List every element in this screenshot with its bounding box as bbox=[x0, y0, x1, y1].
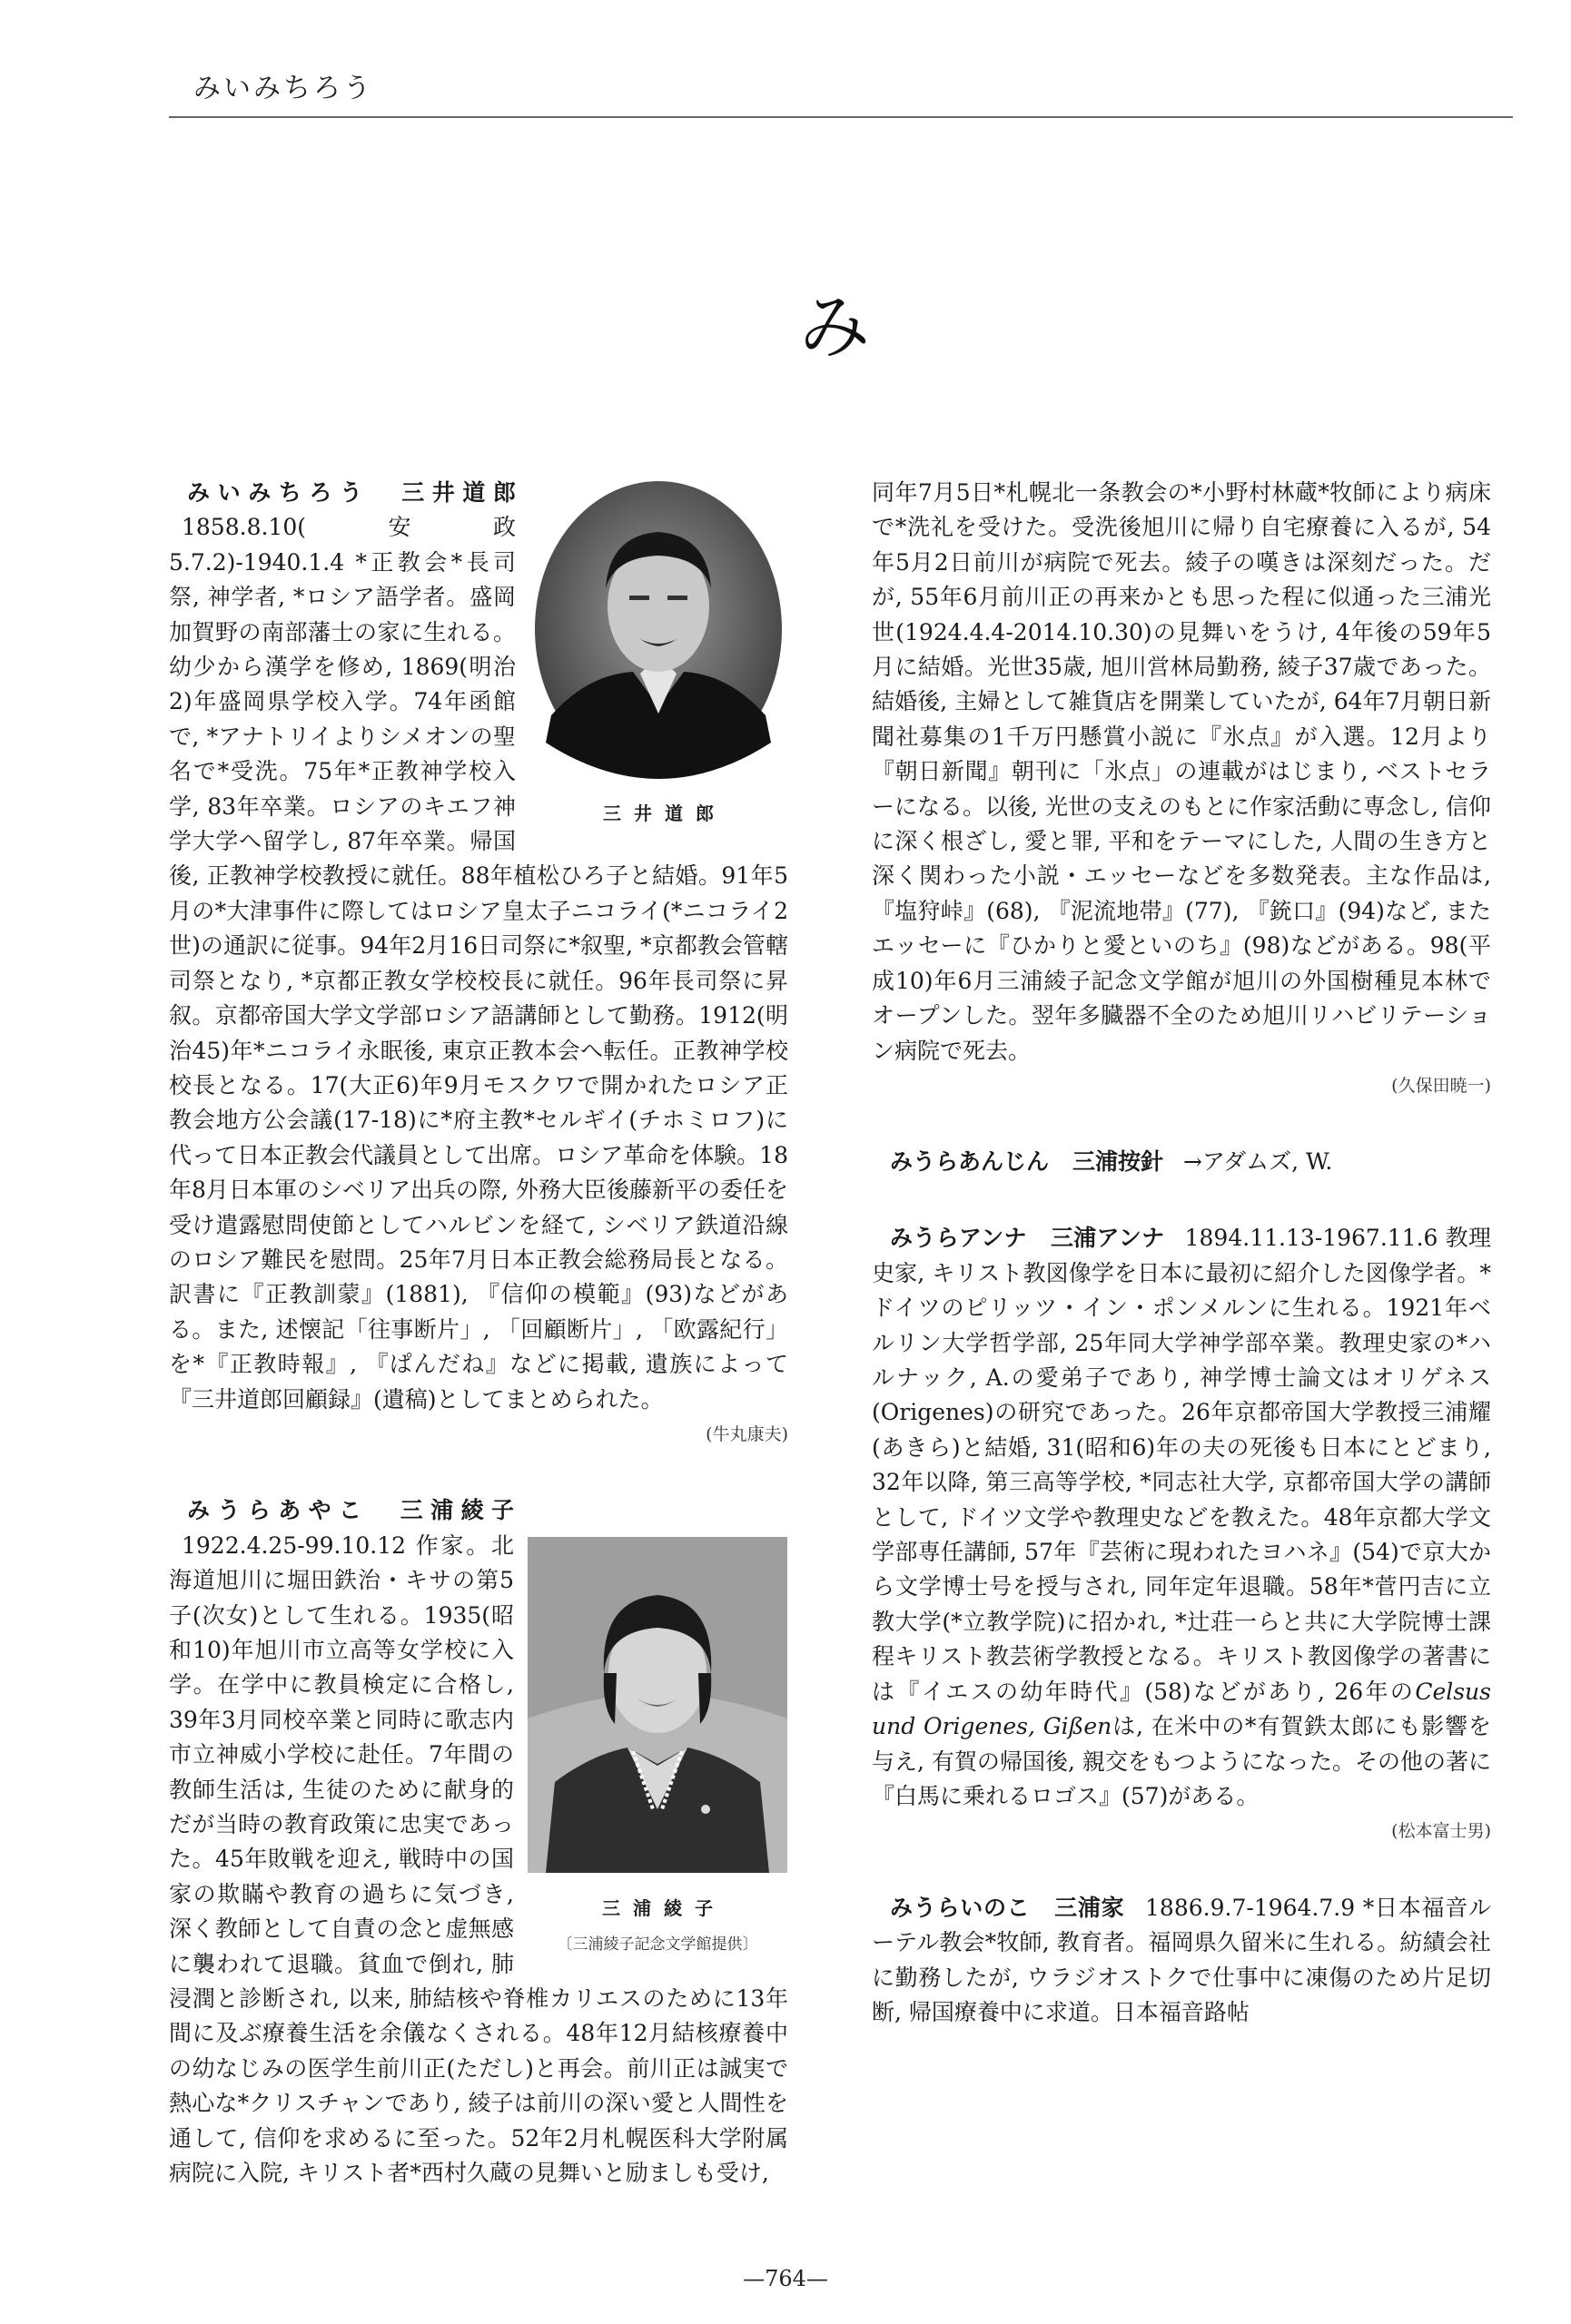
entry-ayako-body: 1922.4.25-99.10.12 作家。北海道旭川に堀田鉄治・キサの第5子(次女)として生れる。1935(昭和10)年旭川市立高等女学校に入学。在学中に教員検定に合格し, 39年3月同校卒業と同時に歌志内市立神威小学校に赴任。7年間の教師生活は, 生徒のために献身的だが当時の教育政策に忠実であった。45年敗戦を迎え, 戦時中の国家の欺瞞や教育の過ちに気づき, 深く教師として自責の念と虚無感に襲われて退職。貧血で倒れ, 肺浸潤と診断され, 以来, 肺結核や脊椎カリエスのために13年間に及ぶ療養生活を余儀なくされる。48年12月結核療養中の幼なじみの医学生前川正(ただし)と再会。前川正は誠実で熱心な*クリスチャンであり, 綾子は前川の深い愛と人間性を通して, 信仰を求めるに至った。52年2月札幌医科大学附属病院に入院, キリスト者*西村久蔵の見舞いと励ましも受け, bbox=[169, 1531, 788, 2187]
left-column bbox=[169, 476, 788, 2191]
entry-anjin-xref: →アダムズ, W. bbox=[1182, 1148, 1333, 1175]
entry-anna-text bbox=[872, 1221, 1491, 1848]
entry-ayako-body-continued: 同年7月5日*札幌北一条教会の*小野村林蔵*牧師により病床で*洗礼を受けた。受洗後旭川に帰り自宅療養に入るが, 54年5月2日前川が病院で死去。綾子の嘆きは深刻だった。だが, 55年6月前川正の再来かとも思った程に似通った三浦光世(1924.4.4-2014.10.30)の見舞いをうけ, 4年後の59年5月に結婚。光世35歳, 旭川営林局勤務, 綾子37歳であった。結婚後, 主婦として雑貨店を開業していたが, 64年7月朝日新聞社募集の1千万円懸賞小説に『氷点』が入選。12月より『朝日新聞』朝刊に「氷点」の連載がはじまり, ベストセラーになる。以後, 光世の支えのもとに作家活動に専念し, 信仰に深く根ざし, 愛と罪, 平和をテーマにした, 人間の生き方と深く関わった小説・エッセーなどを多数発表。主な作品は, 『塩狩峠』(68), 『泥流地帯』(77), 『銃口』(94)など, またエッセーに『ひかりと愛といのち』(98)などがある。98(平成10)年6月三浦綾子記念文学館が旭川の外国樹種見本林でオープンした。翌年多臓器不全のため旭川リハビリテーション病院で死去。 bbox=[872, 479, 1491, 1064]
entry-anjin-text bbox=[872, 1145, 1491, 1179]
headword-mii-reading: みいみちろう bbox=[187, 479, 371, 506]
portrait-ayako-caption: 三浦綾子 bbox=[602, 1896, 726, 1919]
entry-ayako-continuation bbox=[872, 476, 1491, 1103]
section-kana: み bbox=[799, 287, 871, 369]
entry-inoko-text bbox=[872, 1891, 1491, 2031]
page-number: —764— bbox=[743, 2266, 828, 2291]
entry-anna-credit: (松本富士男) bbox=[1391, 1821, 1491, 1842]
entry-ayako-text bbox=[169, 1493, 788, 2191]
portrait-miura-ayako bbox=[527, 1537, 788, 1962]
portrait-ayako-photo bbox=[528, 1537, 787, 1873]
entry-mii-credit: (牛丸康夫) bbox=[706, 1423, 788, 1444]
entry-inoko-body: 1886.9.7-1964.7.9 *日本福音ルーテル教会*牧師, 教育者。福岡県久留米に生れる。紡績会社に勤務したが, ウラジオストクで仕事中に凍傷のため片足切断, 帰国療養中に求道。日本福音路帖 bbox=[872, 1894, 1491, 2025]
entry-mii-michiro bbox=[169, 476, 788, 1452]
portrait-mii-michiro bbox=[529, 479, 788, 832]
headword-mii-name: 三井道郎 bbox=[401, 479, 516, 506]
entry-anna-body-2: は, 在米中の*有賀鉄太郎にも影響を与え, 有賀の帰国後, 親交をもつようになった。その他の著に『白馬に乗れるロゴス』(57)がある。 bbox=[872, 1713, 1491, 1809]
entry-miura-anjin bbox=[872, 1145, 1491, 1179]
portrait-mii-caption: 三井道郎 bbox=[603, 803, 726, 825]
header-rule bbox=[169, 116, 1513, 118]
portrait-ayako-note: 〔三浦綾子記念文学館提供〕 bbox=[557, 1935, 758, 1955]
headword-ayako-name: 三浦綾子 bbox=[400, 1497, 514, 1524]
headword-inoko-name: 三浦家 bbox=[1054, 1894, 1125, 1921]
entry-miura-anna bbox=[872, 1221, 1491, 1848]
headword-ayako-reading: みうらあやこ bbox=[187, 1497, 370, 1524]
running-head: みいみちろう bbox=[193, 73, 373, 104]
entry-miura-inoko bbox=[872, 1891, 1491, 2031]
headword-anna-reading: みうらアンナ bbox=[890, 1225, 1027, 1252]
headword-anjin-reading: みうらあんじん bbox=[890, 1148, 1050, 1175]
portrait-mii-photo bbox=[533, 479, 784, 779]
headword-anjin-name: 三浦按針 bbox=[1072, 1148, 1163, 1175]
right-column bbox=[872, 1145, 1491, 2030]
entry-ayako-continuation-text bbox=[872, 476, 1491, 1103]
entry-ayako-credit: (久保田暁一) bbox=[1391, 1075, 1491, 1096]
entry-anna-book-title: Celsus und Origenes, Gißen bbox=[872, 1678, 1491, 1740]
headword-inoko-reading: みうらいのこ bbox=[890, 1894, 1031, 1921]
entry-mii-body: 1858.8.10(安政5.7.2)-1940.1.4 *正教会*長司祭, 神学者, *ロシア語学者。盛岡加賀野の南部藩士の家に生れる。幼少から漢学を修め, 1869(明治2)年盛岡県学校入学。74年函館で, *アナトリイよりシメオンの聖名で*受洗。75年*正教神学校入学, 83年卒業。ロシアのキエフ神学大学へ留学し, 87年卒業。帰国後, 正教神学校教授に就任。88年植松ひろ子と結婚。91年5月の*大津事件に際してはロシア皇太子ニコライ(*ニコライ2世)の通訳に従事。94年2月16日司祭に*叙聖, *京都教会管轄司祭となり, *京都正教女学校校長に就任。96年長司祭に昇叙。京都帝国大学文学部ロシア語講師として勤務。1912(明治45)年*ニコライ永眠後, 東京正教本会へ転任。正教神学校校長となる。17(大正6)年9月モスクワで開かれたロシア正教会地方公会議(17-18)に*府主教*セルギイ(チホミロフ)に代って日本正教会代議員として出席。ロシア革命を体験。18年8月日本軍のシベリア出兵の際, 外務大臣後藤新平の委任を受け遣露慰問使節としてハルビンを経て, シベリア鉄道沿線のロシア難民を慰問。25年7月日本正教会総務局長となる。訳書に『正教訓蒙』(1881), 『信仰の模範』(93)などがある。また, 述懐記「往事断片」, 「回顧断片」, 「欧露紀行」を*『正教時報』, 『ぱんだね』などに掲載, 遺族によって『三井道郎回顧録』(遺稿)としてまとめられた。 bbox=[169, 514, 788, 1413]
headword-anna-name: 三浦アンナ bbox=[1050, 1225, 1165, 1252]
entry-anna-body: 1894.11.13-1967.11.6 教理史家, キリスト教図像学を日本に最初に紹介した図像学者。*ドイツのピリッツ・イン・ポンメルンに生れる。1921年ベルリン大学哲学部, 25年同大学神学部卒業。教理史家の*ハルナック, A.の愛弟子であり, 神学博士論文はオリゲネス(Origenes)の研究であった。26年京都帝国大学教授三浦耀(あきら)と結婚, 31(昭和6)年の夫の死後も日本にとどまり, 32年以降, 第三高等学校, *同志社大学, 京都帝国大学の講師として, ドイツ文学や教理史などを教えた。48年京都大学文学部専任講師, 57年『芸術に現われたヨハネ』(54)で京大から文学博士号を授与され, 同年定年退職。58年*菅円吉に立教大学(*立教学院)に招かれ, *辻荘一らと共に大学院博士課程キリスト教芸術学教授となる。キリスト教図像学の著書には『イエスの幼年時代』(58)などがあり, 26年の bbox=[872, 1225, 1491, 1705]
entry-miura-ayako bbox=[169, 1493, 788, 2191]
